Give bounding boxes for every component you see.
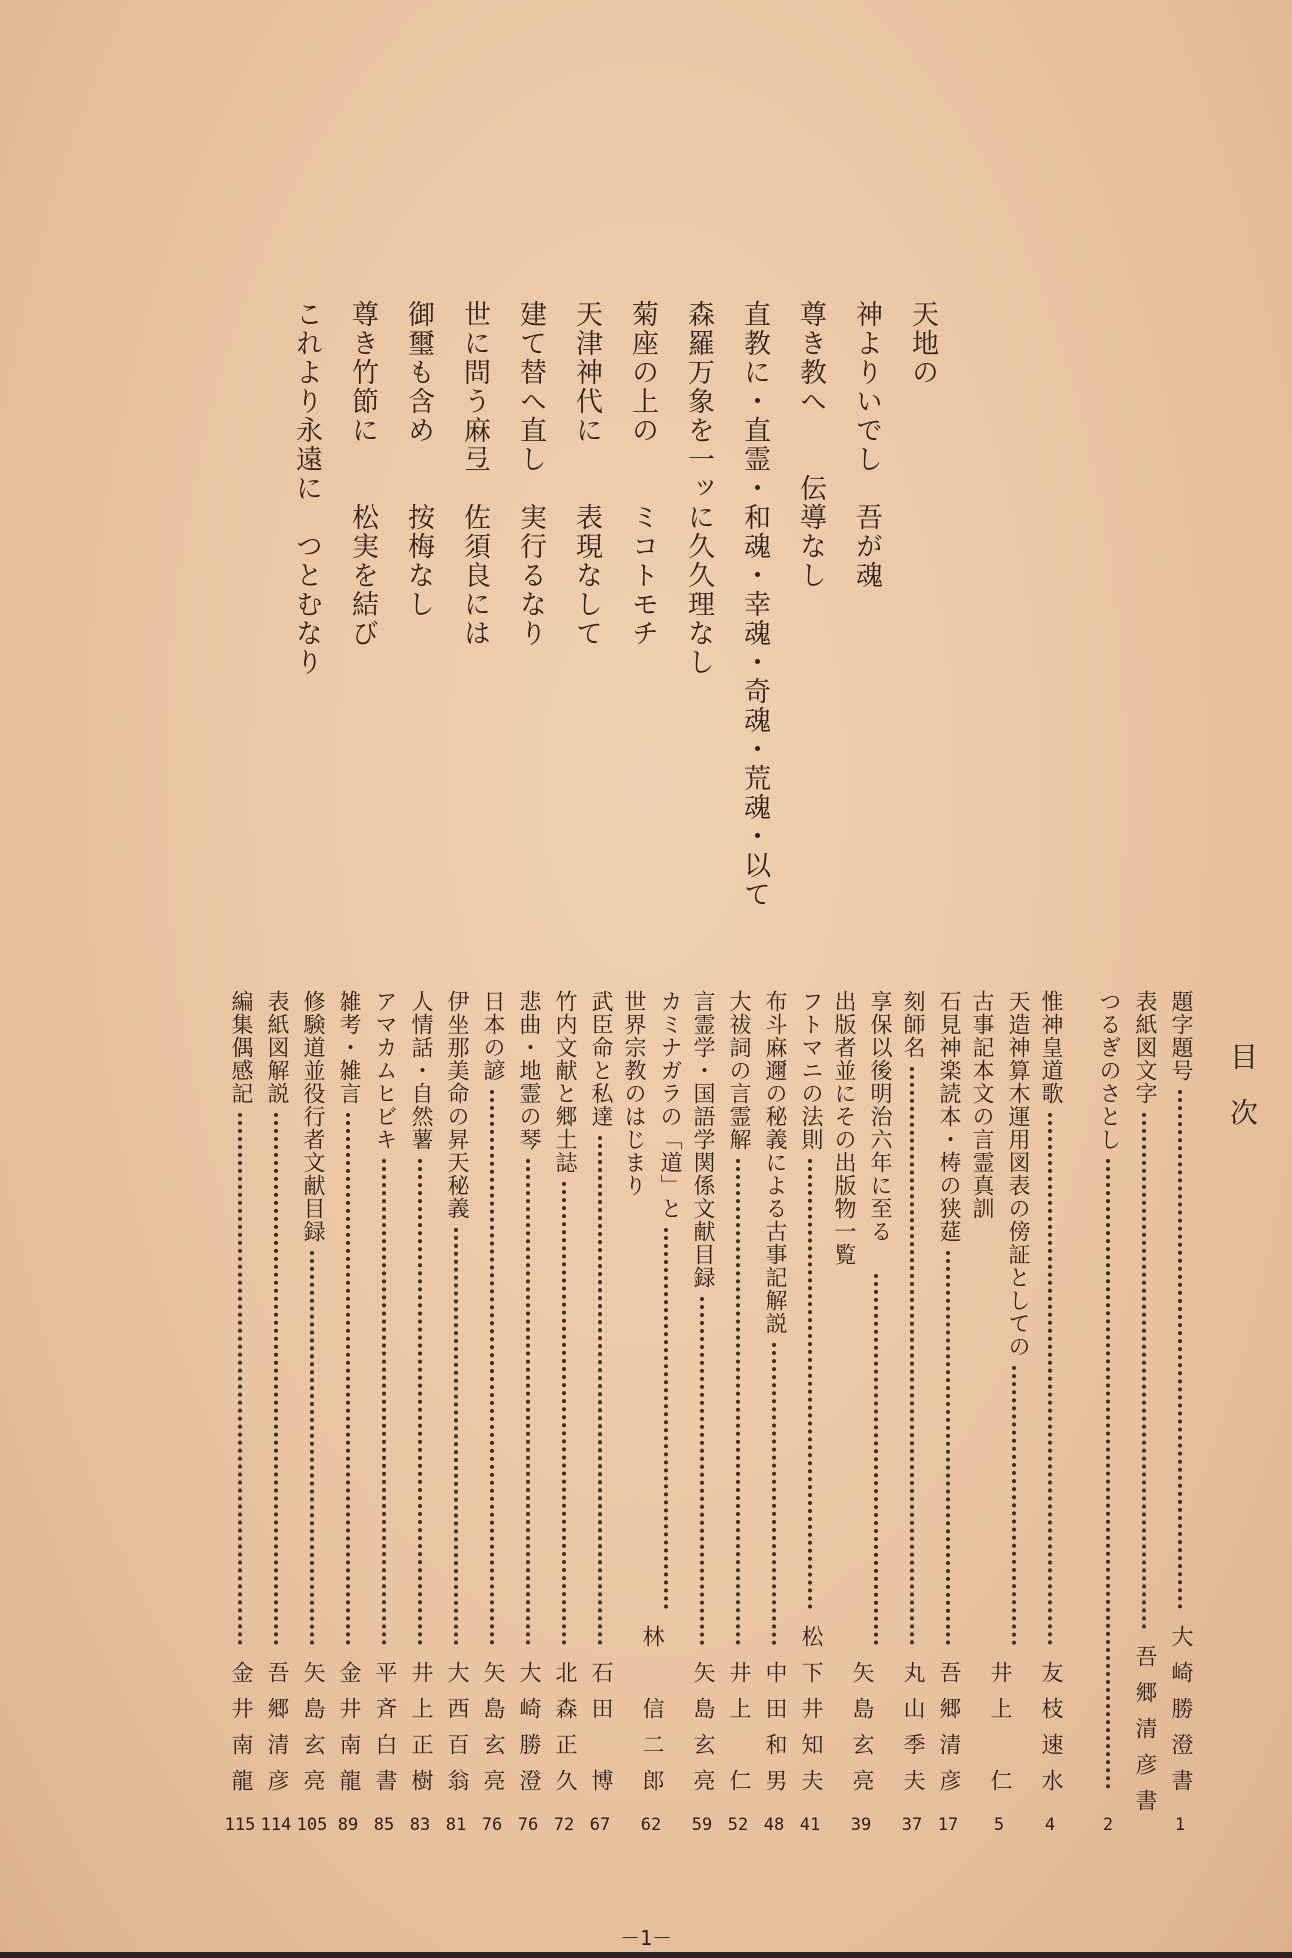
toc-entry-title: 編集偶感記 (228, 990, 253, 1105)
toc-entry-title: 大祓詞の言霊解 (726, 990, 751, 1151)
toc-entry-title: アマカムヒビキ (372, 990, 397, 1151)
toc-entry-title: 竹内文献と郷土誌 (552, 990, 577, 1174)
toc-entry-author: 大崎勝澄 (516, 1661, 541, 1805)
table-of-contents (108, 990, 1198, 1835)
dot-leader (418, 1159, 422, 1645)
toc-entry-author: 林 信二郎 (639, 1625, 664, 1805)
toc-entry-page: 5 (993, 1815, 1005, 1835)
toc-entry-title: カミナガラの「道」と 世界宗教のはじまり (621, 990, 682, 1220)
toc-entry[interactable] (510, 990, 546, 1835)
toc-entry-page: 4 (1044, 1815, 1056, 1835)
toc-entry-page: 39 (850, 1815, 872, 1835)
toc-entry[interactable] (930, 990, 966, 1835)
dot-leader (808, 1159, 812, 1609)
toc-entry-author: 丸山季夫 (900, 1661, 925, 1805)
page-number: －1－ (619, 1926, 673, 1950)
toc-entry-page: 1 (1174, 1815, 1186, 1835)
toc-entry[interactable] (366, 990, 402, 1835)
toc-entry-page: 72 (553, 1815, 575, 1835)
toc-entry-page: 17 (937, 1815, 959, 1835)
poem-line: 建て替へ直し 実行るなり (515, 300, 546, 648)
toc-entry-author: 吾郷清彦 (264, 1661, 289, 1805)
toc-entry[interactable] (402, 990, 438, 1835)
toc-entry-author: 友枝速水 (1038, 1661, 1063, 1805)
dot-leader (664, 1228, 668, 1609)
toc-entry-author: 北森正久 (552, 1661, 577, 1805)
toc-entry-title: 享保以後明治六年に至る 出版者並にその出版物一覧 (831, 990, 892, 1266)
toc-entry-author: 石田 博 (588, 1661, 613, 1805)
toc-entry-author: 中田和男 (762, 1661, 787, 1805)
toc-entry-page: 76 (481, 1815, 503, 1835)
dot-leader (700, 1297, 704, 1645)
toc-entry-title: 題字題号 (1168, 990, 1193, 1082)
toc-entry-title: 惟神皇道歌 (1038, 990, 1063, 1105)
poem-line: これより永遠に つとむなり (291, 300, 322, 677)
toc-entry-page: 76 (517, 1815, 539, 1835)
toc-entry-author: 金井南龍 (228, 1661, 253, 1805)
toc-entry-page: 67 (589, 1815, 611, 1835)
toc-entry-page: 41 (799, 1815, 821, 1835)
page-bottom-edge (0, 1952, 1292, 1958)
toc-entry-author: 井上正樹 (408, 1661, 433, 1805)
dot-leader (1012, 1366, 1016, 1645)
toc-entry[interactable] (618, 990, 684, 1835)
dot-leader (454, 1228, 458, 1645)
dot-leader (526, 1159, 530, 1645)
toc-entry[interactable] (756, 990, 792, 1835)
toc-entry[interactable] (294, 990, 330, 1835)
toc-entry-page: 115 (224, 1815, 256, 1835)
dot-leader (238, 1113, 242, 1645)
toc-entry-author: 吾郷清彦書 (1132, 1645, 1157, 1825)
toc-entry[interactable] (894, 990, 930, 1835)
toc-entry-title: 言霊学・国語学関係文献目録 (690, 990, 715, 1289)
toc-entry[interactable] (720, 990, 756, 1835)
toc-entry-title: 武臣命と私達 (588, 990, 613, 1128)
dot-leader (490, 1090, 494, 1645)
toc-entry-author: 井上 仁 (987, 1661, 1012, 1805)
toc-entry[interactable] (966, 990, 1032, 1835)
toc-entry[interactable] (438, 990, 474, 1835)
toc-entry-author: 矢島玄亮 (849, 1661, 874, 1805)
poem-line: 世に問う麻弖 佐須良には (459, 300, 490, 648)
poem-line: 天地の (907, 300, 938, 387)
toc-entry-page: 81 (445, 1815, 467, 1835)
toc-entry[interactable] (258, 990, 294, 1835)
toc-entry-author: 吾郷清彦 (936, 1661, 961, 1805)
poem-line: 直教に・直霊・和魂・幸魂・奇魂・荒魂・以て (739, 300, 770, 909)
toc-entry[interactable] (1032, 990, 1068, 1835)
toc-entry-author: 矢島玄亮 (480, 1661, 505, 1805)
poem-line: 神よりいでし 吾が魂 (851, 300, 882, 590)
toc-entry-page: 48 (763, 1815, 785, 1835)
toc-entry-author: 金井南龍 (336, 1661, 361, 1805)
toc-entry-page: 83 (409, 1815, 431, 1835)
toc-entry-title: 表紙図文字 (1132, 990, 1157, 1105)
toc-entry-title: 伊坐那美命の昇天秘義 (444, 990, 469, 1220)
toc-entry[interactable] (330, 990, 366, 1835)
toc-entry-author: 大崎勝澄書 (1168, 1625, 1193, 1805)
poem-line: 尊き教へ 伝導なし (795, 300, 826, 590)
dot-leader (310, 1251, 314, 1645)
toc-entry-title: 表紙図解説 (264, 990, 289, 1105)
toc-entry-author: 矢島玄亮 (690, 1661, 715, 1805)
toc-entry-title: フトマニの法則 (798, 990, 823, 1151)
toc-entry-author: 井上 仁 (726, 1661, 751, 1805)
toc-entry[interactable] (582, 990, 618, 1835)
toc-entry[interactable] (684, 990, 720, 1835)
dot-leader (1048, 1113, 1052, 1645)
toc-entry-page: 85 (373, 1815, 395, 1835)
dot-leader (1178, 1090, 1182, 1609)
poem-line: 菊座の上の ミコトモチ (627, 300, 658, 648)
poem-line: 尊き竹節に 松実を結び (347, 300, 378, 648)
toc-entry[interactable] (1162, 990, 1198, 1835)
toc-entry-title: 日本の諺 (480, 990, 505, 1082)
toc-entry-author: 大西百翁 (444, 1661, 469, 1805)
toc-entry-page: 59 (691, 1815, 713, 1835)
dot-leader (562, 1182, 566, 1645)
toc-entry-title: 石見神楽読本・梼の狭莚 (936, 990, 961, 1243)
dot-leader (874, 1274, 878, 1645)
dot-leader (346, 1113, 350, 1645)
toc-entry-title: つるぎのさとし (1096, 990, 1121, 1151)
dot-leader (1106, 1159, 1110, 1789)
poem-line: 御璽も含め 按梅なし (403, 300, 434, 619)
dot-leader (946, 1251, 950, 1645)
toc-entry-title: 雑考・雑言 (336, 990, 361, 1105)
toc-entry-page: 37 (901, 1815, 923, 1835)
toc-heading: 目次 (1226, 1042, 1259, 1154)
dot-leader (274, 1113, 278, 1645)
toc-entry-page: 114 (260, 1815, 292, 1835)
toc-entry-page: 105 (296, 1815, 328, 1835)
toc-entry[interactable] (474, 990, 510, 1835)
toc-entry[interactable] (828, 990, 894, 1835)
toc-entry[interactable] (1126, 990, 1162, 1835)
dot-leader (736, 1159, 740, 1645)
toc-entry-title: 天造神算木運用図表の傍証としての 古事記本文の言霊真訓 (969, 990, 1030, 1358)
toc-entry-author: 松下井知夫 (798, 1625, 823, 1805)
dot-leader (598, 1136, 602, 1645)
toc-entry-title: 刻師名 (900, 990, 925, 1059)
toc-entry-page: 52 (727, 1815, 749, 1835)
poem-line: 森羅万象を一ッに久久理なし (683, 300, 714, 677)
toc-entry-title: 人情話・自然薯 (408, 990, 433, 1151)
dot-leader (772, 1343, 776, 1645)
toc-entry-page: 62 (640, 1815, 662, 1835)
toc-entry[interactable] (792, 990, 828, 1835)
toc-entry-page: 2 (1102, 1815, 1114, 1835)
toc-entry-page: 89 (337, 1815, 359, 1835)
toc-entry-author: 平斉白書 (372, 1661, 397, 1805)
toc-entry-title: 修験道並役行者文献目録 (300, 990, 325, 1243)
toc-entry-title: 悲曲・地霊の琴 (516, 990, 541, 1151)
toc-entry-author: 矢島玄亮 (300, 1661, 325, 1805)
toc-entry-title: 布斗麻邇の秘義による古事記解説 (762, 990, 787, 1335)
toc-entry[interactable] (222, 990, 258, 1835)
dot-leader (1142, 1113, 1146, 1629)
poem (230, 300, 950, 909)
dot-leader (910, 1067, 914, 1645)
toc-entry[interactable] (546, 990, 582, 1835)
toc-entry[interactable] (1090, 990, 1126, 1835)
dot-leader (382, 1159, 386, 1645)
poem-line: 天津神代に 表現なして (571, 300, 602, 648)
